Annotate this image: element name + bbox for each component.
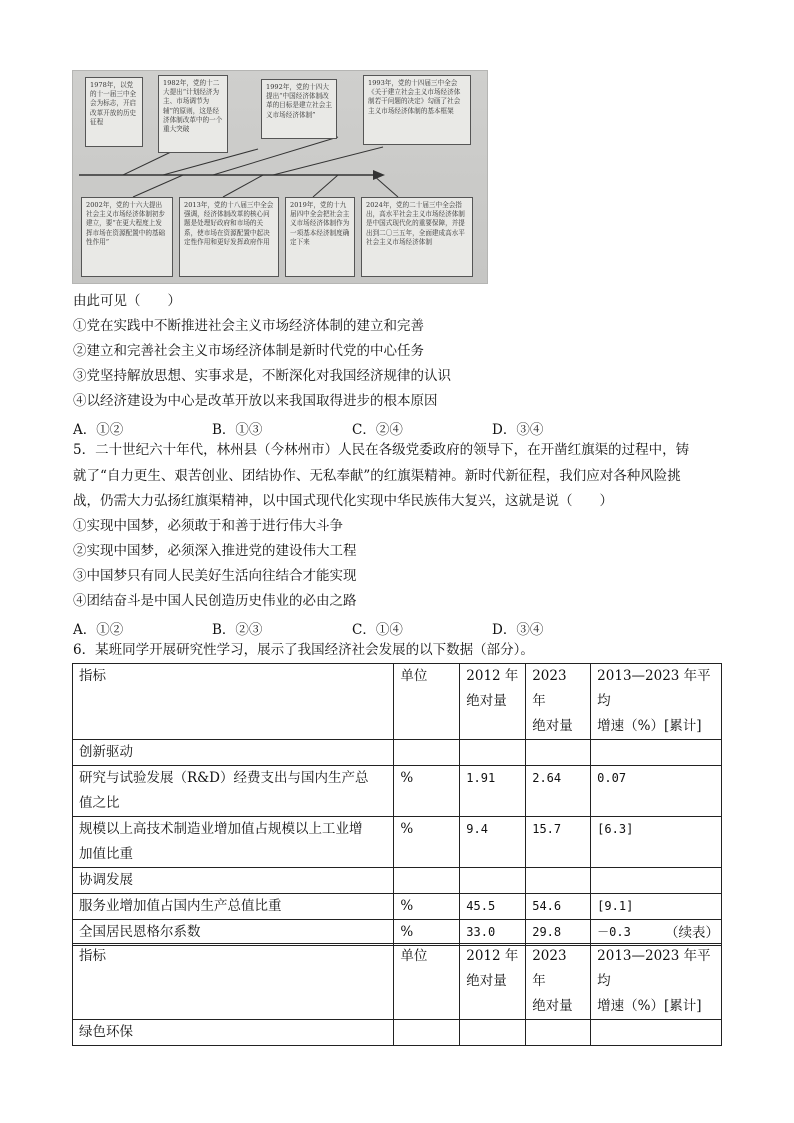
table-row <box>73 766 722 817</box>
row-unit <box>394 868 460 894</box>
q4-item-3: ③党坚持解放思想、实事求是，不断深化对我国经济规律的认识 <box>73 368 451 384</box>
q5-item-4: ④团结奋斗是中国人民创造历史伟业的必由之路 <box>73 593 357 609</box>
row-indicator <box>73 766 394 817</box>
header-indicator: 指标 <box>73 664 394 740</box>
q4-option-b[interactable]: B．①③ <box>212 422 263 438</box>
q5-item-2: ②实现中国梦，必须深入推进党的建设伟大工程 <box>73 543 357 559</box>
timeline-note-1978: 1978年，以党的十一届三中全会为标志，开启改革开放的历史征程 <box>85 77 143 147</box>
table-row <box>73 1020 722 1046</box>
row-2023: 54.6 <box>526 894 591 920</box>
q5-option-c[interactable]: C．①④ <box>352 622 403 638</box>
row-2012: 9.4 <box>460 817 526 868</box>
row-2012 <box>460 868 526 894</box>
q5-option-d[interactable]: D．③④ <box>492 622 544 638</box>
q5-stem-line-1: 5．二十世纪六十年代，林州县（今林州市）人民在各级党委政府的领导下，在开凿红旗渠的过程中，铸 <box>73 442 690 458</box>
timeline-note-1982: 1982年，党的十二大提出“计划经济为主、市场调节为辅”的原则，这是经济体制改革中的一个重大突破 <box>158 75 228 153</box>
q6-stem: 6．某班同学开展研究性学习，展示了我国经济社会发展的以下数据（部分）。 <box>73 642 534 658</box>
q4-option-c[interactable]: C．②④ <box>352 422 403 438</box>
header-2023-line1: 2023 年 <box>532 668 567 709</box>
q5-item-1: ①实现中国梦，必须敢于和善于进行伟大斗争 <box>73 518 343 534</box>
row-indicator <box>73 817 394 868</box>
row-unit: % <box>394 817 460 868</box>
row-avg: 0.07 <box>591 766 722 817</box>
row-2023 <box>526 1020 591 1046</box>
q4-item-2: ②建立和完善社会主义市场经济体制是新时代党的中心任务 <box>73 343 424 359</box>
q5-item-3: ③中国梦只有同人民美好生活向往结合才能实现 <box>73 568 357 584</box>
row-2012 <box>460 1020 526 1046</box>
header-unit: 单位 <box>394 944 460 1020</box>
row-avg <box>591 740 722 766</box>
row-avg: [6.3] <box>591 817 722 868</box>
row-indicator: 创新驱动 <box>73 740 394 766</box>
row-avg: －0.3 <box>591 920 722 946</box>
q5-stem-line-2: 就了“自力更生、艰苦创业、团结协作、无私奉献”的红旗渠精神。新时代新征程，我们应对各种风险挑 <box>73 468 681 484</box>
q4-option-d[interactable]: D．③④ <box>492 422 544 438</box>
table-row <box>73 868 722 894</box>
row-unit <box>394 1020 460 1046</box>
row-indicator-line1: 规模以上高技术制造业增加值占规模以上工业增 <box>79 821 363 837</box>
q5-stem-line-3: 战，仍需大力弘扬红旗渠精神，以中国式现代化实现中华民族伟大复兴，这就是说（ ） <box>73 493 613 509</box>
row-indicator: 全国居民恩格尔系数 <box>73 920 394 946</box>
header-2023 <box>526 664 591 740</box>
row-2023 <box>526 868 591 894</box>
q6-data-table <box>72 663 722 946</box>
table-header-row <box>73 664 722 740</box>
header-unit: 单位 <box>394 664 460 740</box>
header-2012-line1: 2012 年 <box>466 948 519 964</box>
q6-data-table-continued <box>72 943 722 1046</box>
q4-item-4: ④以经济建设为中心是改革开放以来我国取得进步的根本原因 <box>73 393 438 409</box>
table-row <box>73 817 722 868</box>
header-2023-line1: 2023 年 <box>532 948 567 989</box>
timeline-note-1993: 1993年，党的十四届三中全会《关于建立社会主义市场经济体制若干问题的决定》勾画了社会主义市场经济体制的基本框架 <box>363 75 471 145</box>
q4-option-a[interactable]: A．①② <box>73 422 124 438</box>
header-avg <box>591 664 722 740</box>
table-row <box>73 740 722 766</box>
row-indicator: 服务业增加值占国内生产总值比重 <box>73 894 394 920</box>
q5-option-b[interactable]: B．②③ <box>212 622 263 638</box>
header-2012-line2: 绝对量 <box>466 973 507 989</box>
header-avg-line1: 2013—2023 年平均 <box>597 948 711 989</box>
row-indicator: 协调发展 <box>73 868 394 894</box>
q5-option-a[interactable]: A．①② <box>73 622 124 638</box>
row-2023: 2.64 <box>526 766 591 817</box>
row-avg <box>591 868 722 894</box>
header-indicator: 指标 <box>73 944 394 1020</box>
timeline-photo <box>72 70 488 284</box>
header-avg-line2: 增速（%）[累计] <box>597 998 702 1014</box>
row-avg <box>591 1020 722 1046</box>
header-2012 <box>460 944 526 1020</box>
header-2023-line2: 绝对量 <box>532 718 573 734</box>
row-indicator-line1: 研究与试验发展（R&D）经费支出与国内生产总 <box>79 770 369 786</box>
row-indicator: 绿色环保 <box>73 1020 394 1046</box>
row-unit <box>394 740 460 766</box>
table-header-row <box>73 944 722 1020</box>
row-unit: % <box>394 920 460 946</box>
row-2012: 33.0 <box>460 920 526 946</box>
q4-stem: 由此可见（ ） <box>73 293 181 309</box>
table-row <box>73 920 722 946</box>
timeline-note-1992: 1992年，党的十四大提出“中国经济体制改革的目标是建立社会主义市场经济体制” <box>261 79 337 139</box>
header-avg-line2: 增速（%）[累计] <box>597 718 702 734</box>
timeline-note-2019: 2019年，党的十九届四中全会把社会主义市场经济体制作为一项基本经济制度确定下来 <box>285 197 355 277</box>
header-2023-line2: 绝对量 <box>532 998 573 1014</box>
row-2012: 45.5 <box>460 894 526 920</box>
header-2012 <box>460 664 526 740</box>
row-2023: 29.8 <box>526 920 591 946</box>
header-2012-line1: 2012 年 <box>466 668 519 684</box>
row-indicator-line2: 加值比重 <box>79 846 133 862</box>
row-2023: 15.7 <box>526 817 591 868</box>
row-avg: [9.1] <box>591 894 722 920</box>
continued-label: （续表） <box>665 925 719 941</box>
header-avg <box>591 944 722 1020</box>
header-avg-line1: 2013—2023 年平均 <box>597 668 711 709</box>
q4-item-1: ①党在实践中不断推进社会主义市场经济体制的建立和完善 <box>73 318 424 334</box>
timeline-note-2002: 2002年，党的十六大提出社会主义市场经济体制初步建立，要“在更大程度上发挥市场在资源配置中的基础性作用” <box>81 197 173 277</box>
timeline-note-2013: 2013年，党的十八届三中全会强调，经济体制改革的核心问题是处理好政府和市场的关系，使市场在资源配置中起决定性作用和更好发挥政府作用 <box>179 197 279 277</box>
table-row <box>73 894 722 920</box>
timeline-note-2024: 2024年，党的二十届三中全会指出，高水平社会主义市场经济体制是中国式现代化的重要保障，并提出到二〇三五年，全面建成高水平社会主义市场经济体制 <box>361 197 473 277</box>
row-unit: % <box>394 766 460 817</box>
row-2023 <box>526 740 591 766</box>
header-2023 <box>526 944 591 1020</box>
row-2012: 1.91 <box>460 766 526 817</box>
row-2012 <box>460 740 526 766</box>
row-indicator-line2: 值之比 <box>79 795 120 811</box>
header-2012-line2: 绝对量 <box>466 693 507 709</box>
row-unit: % <box>394 894 460 920</box>
